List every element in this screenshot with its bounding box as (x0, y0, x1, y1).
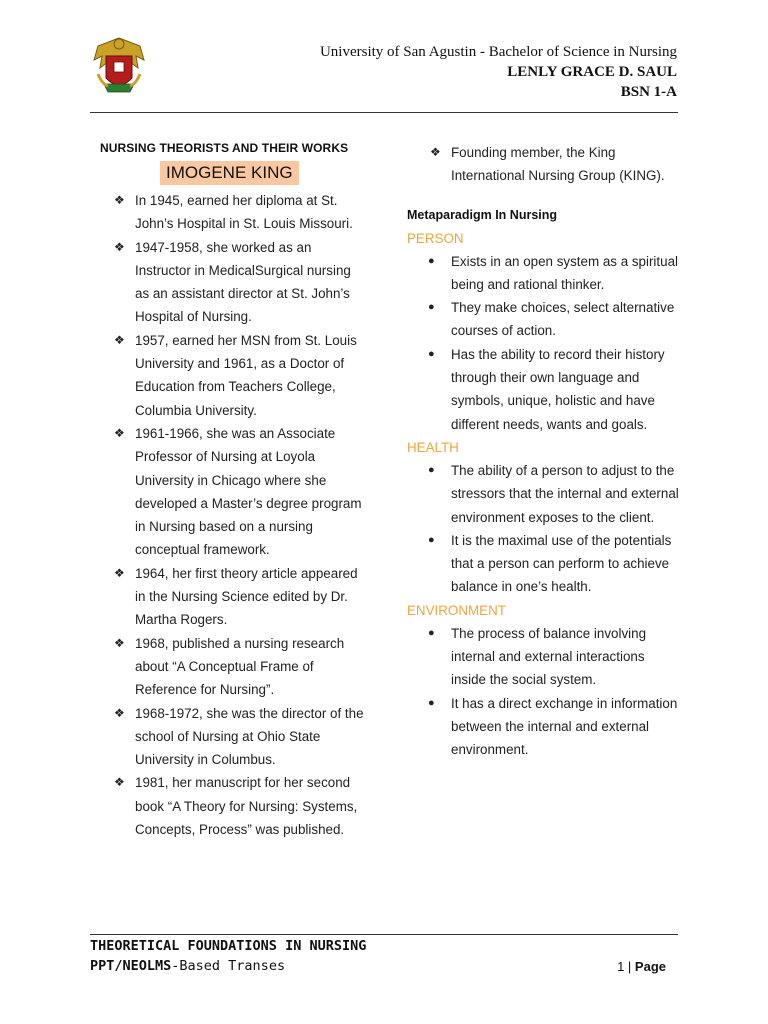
theorist-bio-continued (405, 141, 680, 188)
diamond-bullet-icon: ❖ (430, 145, 441, 159)
environment-list (405, 622, 680, 762)
diamond-bullet-icon: ❖ (114, 705, 125, 720)
university-crest-icon (92, 34, 146, 98)
list-item: ❖ 1968-1972, she was the director of the school of Nursing at Ohio State University in Columbus. (96, 702, 366, 772)
diamond-bullet-icon: ❖ (114, 193, 125, 207)
list-item: ❖ 1957, earned her MSN from St. Louis University and 1961, as a Doctor of Education from Teachers College, Columbia University. (96, 329, 366, 422)
footer-divider (90, 934, 678, 935)
theorist-bio-list (96, 189, 366, 841)
diamond-bullet-icon: ❖ (114, 635, 125, 650)
left-column (96, 141, 366, 841)
list-item: ❖ Founding member, the King International Nursing Group (KING). (405, 141, 680, 188)
person-list (405, 250, 680, 436)
list-item: ❖ In 1945, earned her diploma at St. John’s Hospital in St. Louis Missouri. (96, 189, 366, 236)
diamond-bullet-icon: ❖ (114, 239, 125, 254)
category-environment: ENVIRONMENT (407, 602, 506, 618)
list-item: ❖ 1947-1958, she worked as an Instructor in MedicalSurgical nursing as an assistant director at St. John’s Hospital of Nursing. (96, 236, 366, 329)
footer-course-title: THEORETICAL FOUNDATIONS IN NURSING (90, 938, 367, 954)
dot-bullet-icon: ● (428, 463, 435, 476)
list-item: ● Exists in an open system as a spiritual being and rational thinker. (405, 250, 680, 297)
diamond-bullet-icon: ❖ (114, 332, 125, 347)
diamond-bullet-icon: ❖ (114, 565, 125, 580)
metaparadigm-title: Metaparadigm In Nursing (407, 207, 558, 222)
dot-bullet-icon: ● (428, 347, 435, 360)
list-item: ● The ability of a person to adjust to the stressors that the internal and external environment exposes to the client. (405, 459, 680, 529)
header-section: BSN 1-A (620, 84, 677, 100)
list-item: ❖ 1964, her first theory article appeared in the Nursing Science edited by Dr. Martha Rogers. (96, 562, 366, 632)
header-student-name: LENLY GRACE D. SAUL (507, 64, 677, 80)
page-number: 1 | Page (617, 959, 666, 974)
right-column (405, 141, 680, 762)
header-divider (90, 112, 678, 113)
category-health: HEALTH (407, 439, 459, 455)
dot-bullet-icon: ● (428, 696, 435, 709)
health-list (405, 459, 680, 599)
list-item: ● It has a direct exchange in information between the internal and external environment. (405, 692, 680, 762)
list-item: ● The process of balance involving internal and external interactions inside the social system. (405, 622, 680, 692)
dot-bullet-icon: ● (428, 533, 435, 546)
category-person: PERSON (407, 230, 464, 246)
header-university: University of San Agustin - Bachelor of Science in Nursing (319, 44, 677, 60)
diamond-bullet-icon: ❖ (114, 425, 125, 440)
footer-subtitle: PPT/NEOLMS-Based Transes (90, 958, 286, 974)
list-item: ❖ 1961-1966, she was an Associate Professor of Nursing at Loyola University in Chicago where she developed a Master’s degree program in Nursing based on a nursing conceptual framework. (96, 422, 366, 562)
list-item: ● It is the maximal use of the potentials that a person can perform to achieve balance in one’s health. (405, 529, 680, 599)
diamond-bullet-icon: ❖ (114, 775, 125, 790)
dot-bullet-icon: ● (428, 301, 435, 314)
theorist-name: IMOGENE KING (160, 161, 299, 185)
dot-bullet-icon: ● (428, 254, 435, 267)
list-item: ● They make choices, select alternative courses of action. (405, 296, 680, 343)
section-title: NURSING THEORISTS AND THEIR WORKS (100, 141, 349, 155)
dot-bullet-icon: ● (428, 626, 435, 639)
list-item: ❖ 1981, her manuscript for her second book “A Theory for Nursing: Systems, Concepts, Process” was published. (96, 771, 366, 841)
list-item: ● Has the ability to record their history through their own language and symbols, unique, holistic and have different needs, wants and goals. (405, 343, 680, 436)
list-item: ❖ 1968, published a nursing research about “A Conceptual Frame of Reference for Nursing”. (96, 632, 366, 702)
